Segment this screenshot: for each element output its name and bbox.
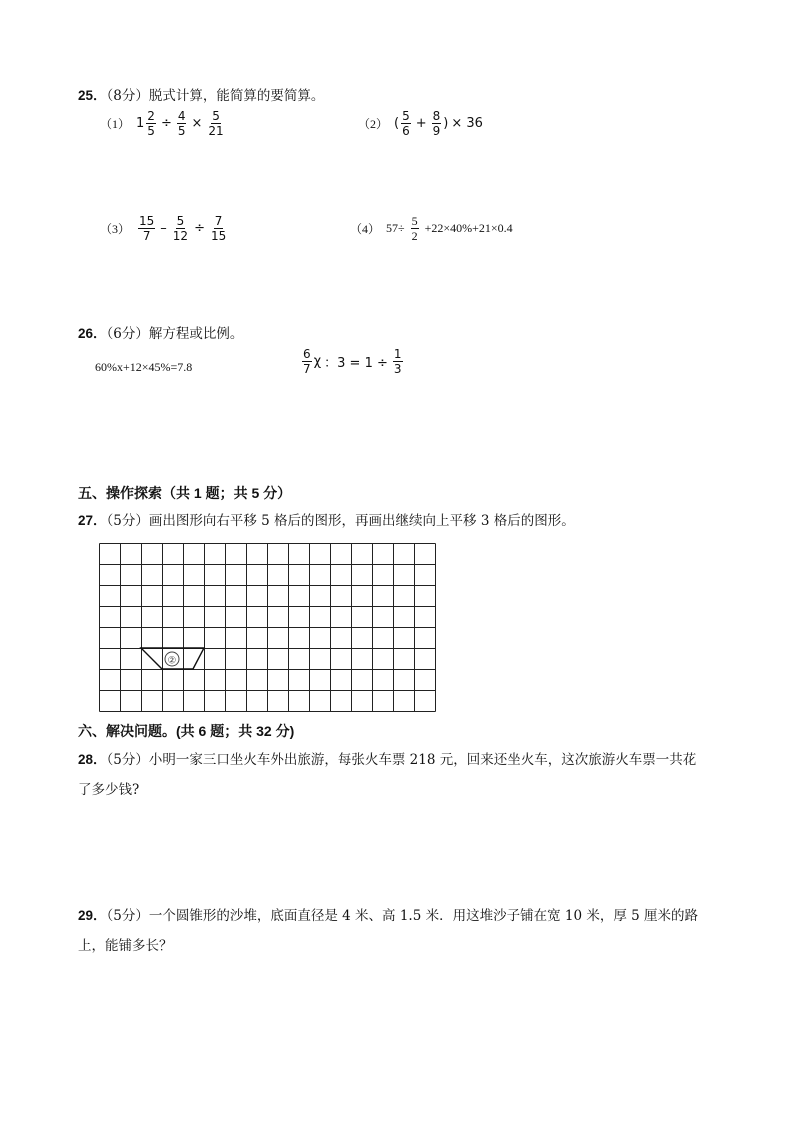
denominator: 7 bbox=[303, 362, 311, 376]
denominator: 9 bbox=[432, 124, 441, 138]
q28-score: （5分） bbox=[106, 752, 149, 768]
denominator: 5 bbox=[177, 124, 186, 138]
fraction bbox=[401, 110, 411, 137]
grid-figure bbox=[99, 543, 436, 717]
fraction bbox=[172, 215, 189, 242]
q26-heading bbox=[78, 322, 243, 342]
denominator: 5 bbox=[147, 124, 155, 138]
paren-open: ( bbox=[394, 116, 400, 131]
q25-prompt: 脱式计算，能简算的要简算。 bbox=[148, 88, 325, 104]
q25-item-3-label: （3） bbox=[100, 222, 131, 236]
fraction bbox=[393, 348, 403, 375]
fraction bbox=[138, 215, 155, 242]
q25-item-2-label: （2） bbox=[358, 117, 389, 131]
operator: × bbox=[191, 116, 203, 131]
numerator: 8 bbox=[432, 109, 441, 123]
numerator: 15 bbox=[139, 214, 155, 228]
shape-label: ② bbox=[167, 655, 177, 667]
q26-score: （6分） bbox=[106, 326, 149, 342]
q27-heading bbox=[78, 509, 575, 529]
fraction bbox=[146, 110, 156, 137]
denominator: 3 bbox=[393, 362, 402, 376]
fraction bbox=[411, 215, 419, 242]
operator: + bbox=[415, 116, 427, 131]
q26-equation-2 bbox=[300, 348, 405, 375]
fraction bbox=[432, 110, 442, 137]
square-grid bbox=[99, 543, 436, 713]
q25-item-4-head: 57÷ bbox=[386, 221, 405, 235]
numerator: 4 bbox=[177, 109, 186, 123]
numerator: 2 bbox=[147, 109, 155, 123]
q25-item-4 bbox=[350, 215, 513, 242]
operator: – bbox=[160, 221, 167, 236]
section-6-title: 六、解决问题。(共 6 题；共 32 分) bbox=[78, 723, 295, 739]
numerator: 7 bbox=[214, 214, 223, 228]
q25-heading bbox=[78, 84, 324, 104]
q29-score: （5分） bbox=[106, 908, 149, 924]
numerator: 5 bbox=[411, 214, 418, 228]
fraction bbox=[210, 215, 227, 242]
q29-line-1: 一个圆锥形的沙堆，底面直径是 4 米、高 1.5 米．用这堆沙子铺在宽 10 米，厚 5 厘米的路 bbox=[148, 908, 699, 924]
numerator: 5 bbox=[176, 214, 185, 228]
q28-number: 28． bbox=[78, 752, 107, 767]
q29-line-2: 上，能铺多长？ bbox=[78, 938, 173, 954]
numerator: 5 bbox=[212, 109, 220, 123]
q29 bbox=[78, 904, 698, 954]
denominator: 21 bbox=[208, 124, 224, 138]
denominator: 7 bbox=[142, 229, 151, 243]
fraction bbox=[302, 348, 312, 375]
q26-number: 26． bbox=[78, 326, 107, 341]
operator: ÷ bbox=[194, 221, 205, 236]
q27-score: （5分） bbox=[106, 513, 149, 529]
operator: ÷ bbox=[160, 116, 172, 131]
fraction bbox=[207, 110, 224, 137]
denominator: 6 bbox=[402, 124, 410, 138]
numerator: 6 bbox=[303, 347, 311, 361]
q28 bbox=[78, 748, 696, 798]
fraction bbox=[177, 110, 187, 137]
numerator: 1 bbox=[393, 347, 402, 361]
q26-equation-1: 60%x+12×45%=7.8 bbox=[95, 360, 193, 374]
denominator: 15 bbox=[210, 229, 227, 243]
q25-item-1-label: （1） bbox=[100, 117, 131, 131]
section-5-title: 五、操作探索（共 1 题；共 5 分） bbox=[78, 485, 292, 501]
denominator: 12 bbox=[172, 229, 189, 243]
numerator: 5 bbox=[402, 109, 410, 123]
denominator: 2 bbox=[411, 229, 418, 243]
q25-item-4-label: （4） bbox=[350, 222, 381, 236]
q25-item-1 bbox=[100, 110, 227, 137]
q25-item-1-whole: 1 bbox=[136, 116, 145, 131]
q25-item-4-tail: +22×40%+21×0.4 bbox=[424, 221, 513, 235]
q28-line-2: 了多少钱? bbox=[78, 782, 140, 798]
variable: χ bbox=[313, 354, 322, 369]
q25-score: （8分） bbox=[106, 88, 149, 104]
q28-line-1: 小明一家三口坐火车外出旅游，每张火车票 218 元，回来还坐火车，这次旅游火车票一共花 bbox=[148, 752, 697, 768]
q27-number: 27． bbox=[78, 513, 107, 528]
q29-number: 29． bbox=[78, 908, 107, 923]
q26-equation-2-mid: ：3 = 1 ÷ bbox=[324, 356, 388, 371]
q25-item-3 bbox=[100, 215, 229, 242]
q25-item-2-tail: × 36 bbox=[451, 116, 483, 131]
q25-item-2 bbox=[358, 110, 486, 137]
paren-close: ) bbox=[443, 116, 449, 131]
q27-prompt: 画出图形向右平移 5 格后的图形，再画出继续向上平移 3 格后的图形。 bbox=[148, 513, 575, 529]
q26-prompt: 解方程或比例。 bbox=[148, 326, 244, 342]
q25-number: 25． bbox=[78, 88, 107, 103]
